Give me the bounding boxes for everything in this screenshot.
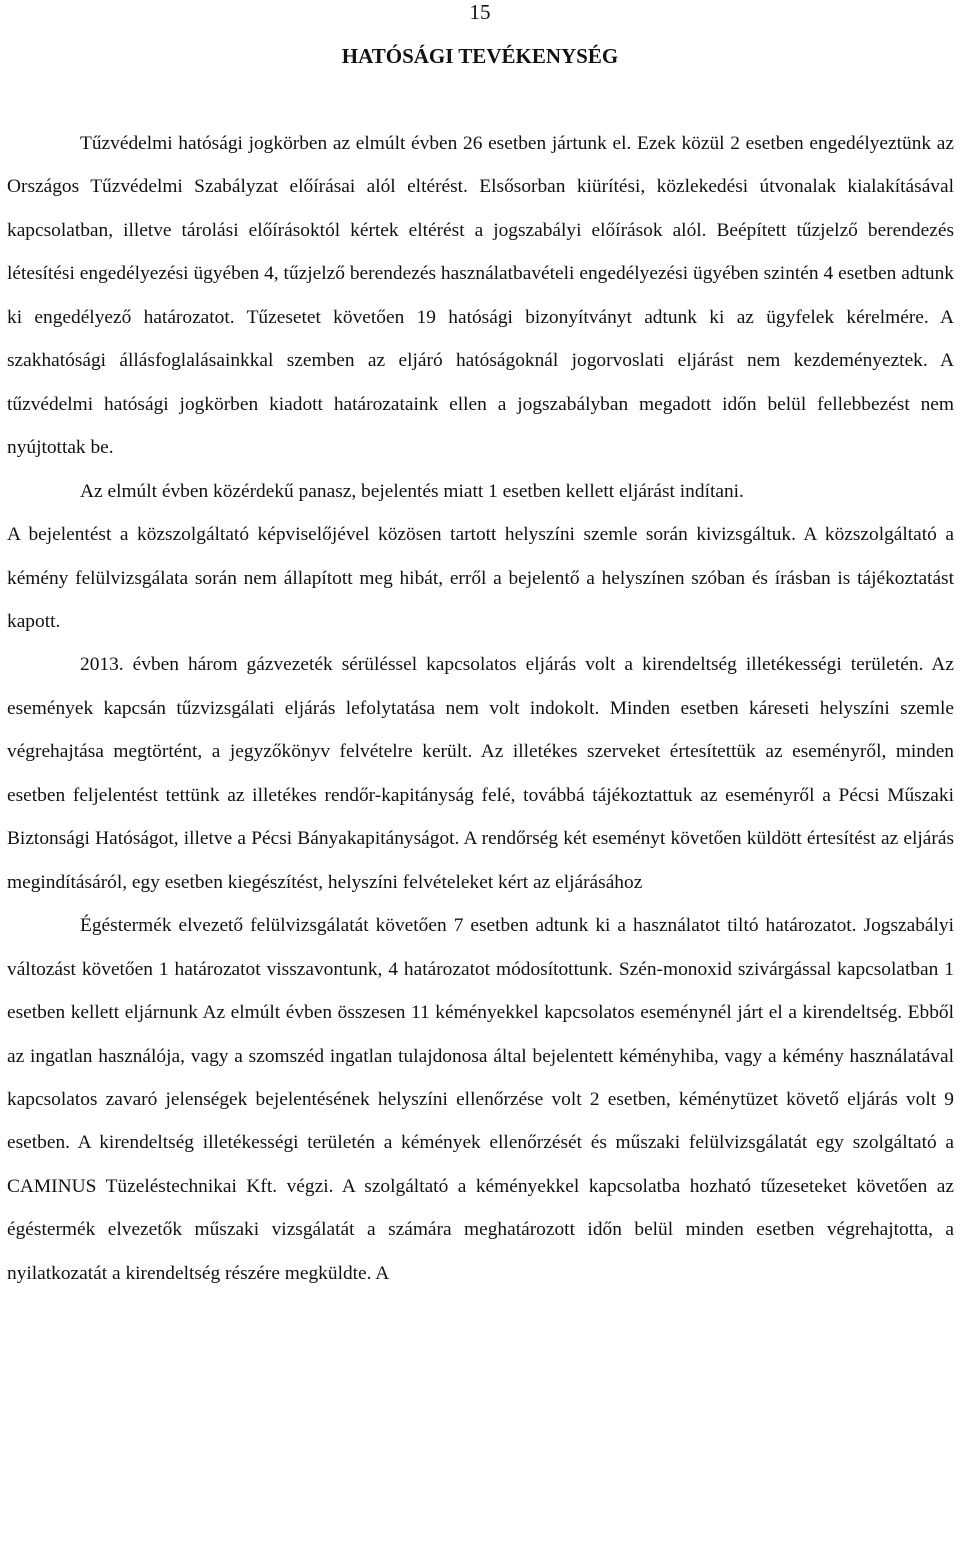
paragraph-investigation: A bejelentést a közszolgáltató képviselőjével közösen tartott helyszíni szemle során kivizsgáltuk. A közszolgáltató a kémény felülvizsgálata során nem állapított meg hibát, erről a bejelentő a helyszínen szóban és írásban is tájékoztatást kapott. (7, 524, 954, 632)
section-heading: HATÓSÁGI TEVÉKENYSÉG (341, 44, 619, 68)
page-number: 15 (469, 0, 491, 24)
paragraph-chimney: Égéstermék elvezető felülvizsgálatát követően 7 esetben adtunk ki a használatot tiltó határozatot. Jogszabályi változást követően 1 határozatot visszavontunk, 4 határozatot módosítottunk. Szén-monoxid szivárgással kapcsolatban 1 esetben kellett eljárnunk Az elmúlt évben összesen 11 kéményekkel kapcsolatos eseménynél járt el a kirendeltség. Ebből az ingatlan használója, vagy a szomszéd ingatlan tulajdonosa által bejelentett kéményhiba, vagy a kémény használatával kapcsolatos zavaró jelenségek bejelentésének helyszíni ellenőrzése volt 2 esetben, kéménytüzet követő eljárás volt 9 esetben. A kirendeltség illetékességi területén a kémények ellenőrzését és műszaki felülvizsgálatát egy szolgáltató a CAMINUS Tüzeléstechnikai Kft. végzi. A szolgáltató a kéményekkel kapcsolatba hozható tűzeseteket követően az égéstermék elvezetők műszaki vizsgálatát a számára meghatározott időn belül minden esetben végrehajtotta, a nyilatkozatát a kirendeltség részére megküldte. A (7, 915, 954, 1284)
paragraph-public-complaint: Az elmúlt évben közérdekű panasz, bejelentés miatt 1 esetben kellett eljárást indítani. (80, 480, 744, 502)
body-text (7, 122, 954, 1295)
paragraph-gas-pipeline: 2013. évben három gázvezeték sérüléssel kapcsolatos eljárás volt a kirendeltség illetékességi területén. Az események kapcsán tűzvizsgálati eljárás lefolytatása nem volt indokolt. Minden esetben káreseti helyszíni szemle végrehajtása megtörtént, a jegyzőkönyv felvételre került. Az illetékes szerveket értesítettük az eseményről, minden esetben feljelentést tettünk az illetékes rendőr-kapitányság felé, továbbá tájékoztattuk az eseményről a Pécsi Műszaki Biztonsági Hatóságot, illetve a Pécsi Bányakapitányságot. A rendőrség két eseményt követően küldött értesítést az eljárás megindításáról, egy esetben kiegészítést, helyszíni felvételeket kért az eljárásához (7, 654, 954, 893)
paragraph-fire-authority: Tűzvédelmi hatósági jogkörben az elmúlt évben 26 esetben jártunk el. Ezek közül 2 esetben engedélyeztünk az Országos Tűzvédelmi Szabályzat előírásai alól eltérést. Elsősorban kiürítési, közlekedési útvonalak kialakításával kapcsolatban, illetve tárolási előírásoktól kértek eltérést a jogszabályi előírások alól. Beépített tűzjelző berendezés létesítési engedélyezési ügyében 4, tűzjelző berendezés használatbavételi engedélyezési ügyében szintén 4 esetben adtunk ki engedélyező határozatot. Tűzesetet követően 19 hatósági bizonyítványt adtunk ki az ügyfelek kérelmére. A szakhatósági állásfoglalásainkkal szemben az eljáró hatóságoknál jogorvoslati eljárást nem kezdeményeztek. A tűzvédelmi hatósági jogkörben kiadott határozataink ellen a jogszabályban megadott időn belül fellebbezést nem nyújtottak be. (7, 133, 954, 459)
